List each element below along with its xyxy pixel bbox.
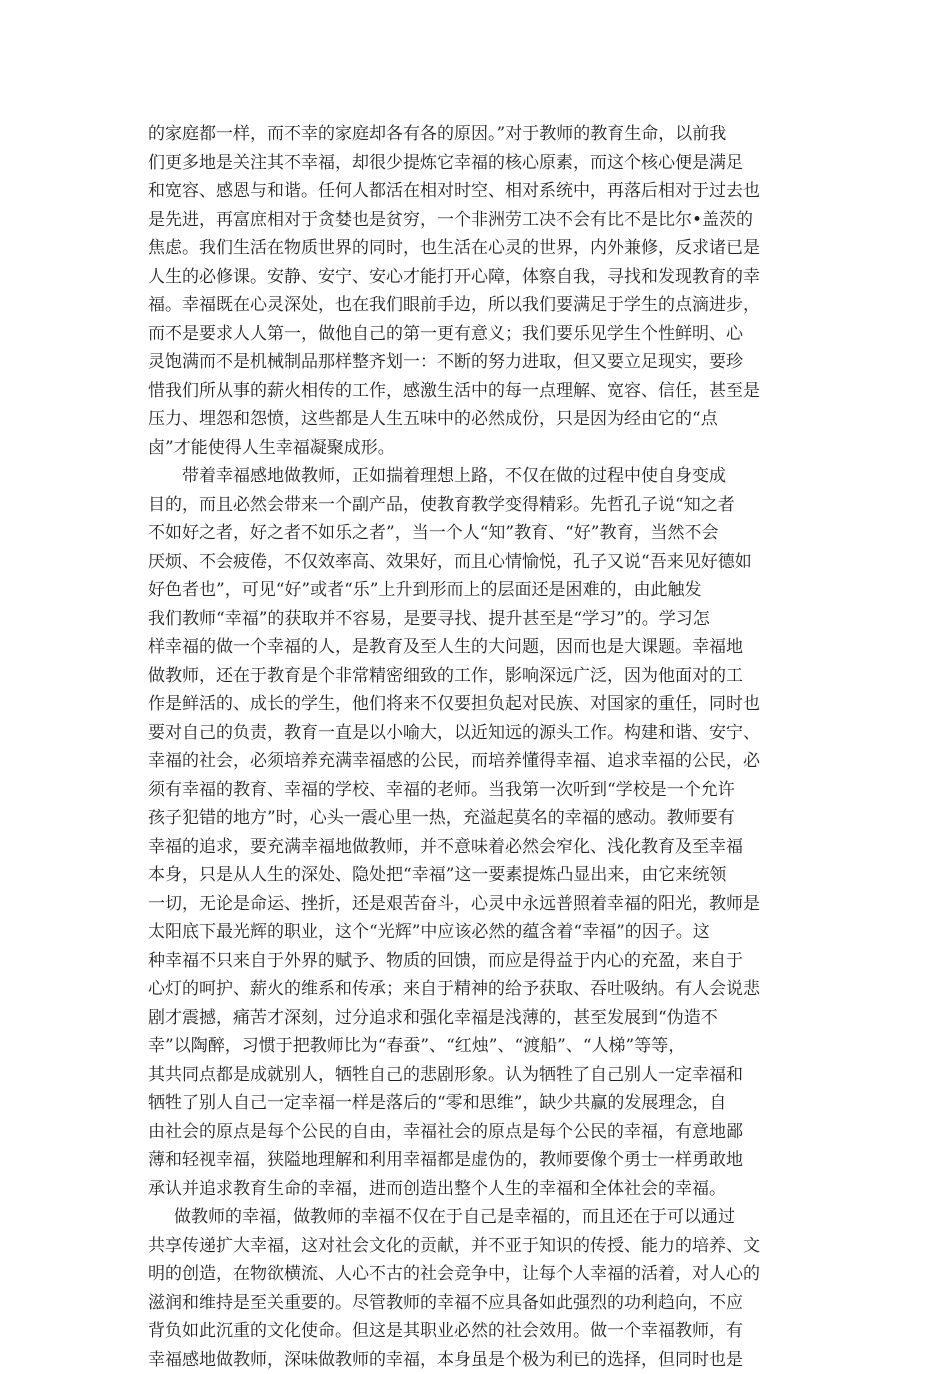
text-line: 作是鲜活的、成长的学生，他们将来不仅要担负起对民族、对国家的重任，同时也 — [148, 690, 808, 719]
text-line: 其共同点都是成就别人，牺牲自己的悲剧形象。认为牺牲了自己别人一定幸福和 — [148, 1061, 808, 1090]
text-line: 不如好之者，好之者不如乐之者”，当一个人“知”教育、“好”教育，当然不会 — [148, 519, 808, 548]
text-line: 剧才震撼，痛苦才深刻，过分追求和强化幸福是浅薄的，甚至发展到“伪造不 — [148, 1004, 808, 1033]
text-line-first: 带着幸福感地做教师，正如揣着理想上路，不仅在做的过程中使自身变成 — [148, 462, 808, 491]
text-line: 灵饱满而不是机械制品那样整齐划一：不断的努力进取，但又要立足现实，要珍 — [148, 348, 808, 377]
text-line: 好色者也”，可见“好”或者“乐”上升到形而上的层面还是困难的，由此触发 — [148, 576, 808, 605]
text-line: 厌烦、不会疲倦，不仅效率高、效果好，而且心情愉悦，孔子又说“吾来见好德如 — [148, 548, 808, 577]
text-line-first: 做教师的幸福，做教师的幸福不仅在于自己是幸福的，而且还在于可以通过 — [148, 1203, 808, 1232]
text-line: 幸福感地做教师，深味做教师的幸福，本身虽是个极为利已的选择，但同时也是 — [148, 1346, 808, 1374]
text-line: 孩子犯错的地方”时，心头一震心里一热，充溢起莫名的幸福的感动。教师要有 — [148, 804, 808, 833]
text-line: 福。幸福既在心灵深处，也在我们眼前手边，所以我们要满足于学生的点滴进步， — [148, 291, 808, 320]
text-line: 种幸福不只来自于外界的赋予、物质的回馈，而应是得益于内心的充盈，来自于 — [148, 947, 808, 976]
text-line: 要对自己的负责，教育一直是以小喻大，以近知远的源头工作。构建和谐、安宁、 — [148, 719, 808, 748]
text-line: 须有幸福的教育、幸福的学校、幸福的老师。当我第一次听到“学校是一个允许 — [148, 776, 808, 805]
text-line: 明的创造，在物欲横流、人心不古的社会竞争中，让每个人幸福的活着，对人心的 — [148, 1260, 808, 1289]
text-line: 一切，无论是命运、挫折，还是艰苦奋斗，心灵中永远普照着幸福的阳光，教师是 — [148, 890, 808, 919]
text-line: 而不是要求人人第一，做他自己的第一更有意义；我们要乐见学生个性鲜明、心 — [148, 320, 808, 349]
paragraph-1 — [148, 120, 808, 462]
paragraph-3 — [148, 1203, 808, 1374]
text-line: 做教师，还在于教育是个非常精密细致的工作，影响深远广泛，因为他面对的工 — [148, 662, 808, 691]
text-line: 和宽容、感恩与和谐。任何人都活在相对时空、相对系统中，再落后相对于过去也 — [148, 177, 808, 206]
text-line: 薄和轻视幸福，狭隘地理解和利用幸福都是虚伪的，教师要像个勇士一样勇敢地 — [148, 1146, 808, 1175]
text-line: 惜我们所从事的薪火相传的工作，感激生活中的每一点理解、宽容、信任，甚至是 — [148, 377, 808, 406]
text-line: 的家庭都一样，而不幸的家庭却各有各的原因。”对于教师的教育生命，以前我 — [148, 120, 808, 149]
text-line: 背负如此沉重的文化使命。但这是其职业必然的社会效用。做一个幸福教师，有 — [148, 1317, 808, 1346]
text-line: 幸”以陶醉，习惯于把教师比为“春蚕”、“红烛”、“渡船”、“人梯”等等， — [148, 1032, 808, 1061]
text-line: 幸福的追求，要充满幸福地做教师，并不意味着必然会窄化、浅化教育及至幸福 — [148, 833, 808, 862]
text-line: 滋润和维持是至关重要的。尽管教师的幸福不应具备如此强烈的功利趋向，不应 — [148, 1289, 808, 1318]
text-line: 共享传递扩大幸福，这对社会文化的贡献，并不亚于知识的传授、能力的培养、文 — [148, 1232, 808, 1261]
text-line: 焦虑。我们生活在物质世界的同时，也生活在心灵的世界，内外兼修，反求诸已是 — [148, 234, 808, 263]
text-line: 样幸福的做一个幸福的人，是教育及至人生的大问题，因而也是大课题。幸福地 — [148, 633, 808, 662]
text-line: 心灯的呵护、薪火的维系和传承；来自于精神的给予获取、吞吐吸纳。有人会说悲 — [148, 975, 808, 1004]
text-line: 是先进，再富庶相对于贪婪也是贫穷，一个非洲劳工决不会有比不是比尔•盖茨的 — [148, 206, 808, 235]
text-line: 本身，只是从人生的深处、隐处把“幸福”这一要素提炼凸显出来，由它来统领 — [148, 861, 808, 890]
text-line: 人生的必修课。安静、安宁、安心才能打开心障，体察自我，寻找和发现教育的幸 — [148, 263, 808, 292]
text-line: 太阳底下最光辉的职业，这个“光辉”中应该必然的蕴含着“幸福”的因子。这 — [148, 918, 808, 947]
text-line: 目的，而且必然会带来一个副产品，使教育教学变得精彩。先哲孔子说“知之者 — [148, 491, 808, 520]
text-line: 承认并追求教育生命的幸福，进而创造出整个人生的幸福和全体社会的幸福。 — [148, 1175, 808, 1204]
text-line: 幸福的社会，必须培养充满幸福感的公民，而培养懂得幸福、追求幸福的公民，必 — [148, 747, 808, 776]
text-line: 由社会的原点是每个公民的自由，幸福社会的原点是每个公民的幸福，有意地鄙 — [148, 1118, 808, 1147]
text-line: 们更多地是关注其不幸福，却很少提炼它幸福的核心原素，而这个核心便是满足 — [148, 149, 808, 178]
paragraph-2 — [148, 462, 808, 1203]
body-text — [148, 120, 808, 1374]
text-line: 我们教师“幸福”的获取并不容易，是要寻找、提升甚至是“学习”的。学习怎 — [148, 605, 808, 634]
text-line: 压力、埋怨和怨愤，这些都是人生五味中的必然成份，只是因为经由它的“点 — [148, 405, 808, 434]
text-line: 牺牲了别人自己一定幸福一样是落后的“零和思维”，缺少共赢的发展理念，自 — [148, 1089, 808, 1118]
text-line: 卤”才能使得人生幸福凝聚成形。 — [148, 434, 808, 463]
